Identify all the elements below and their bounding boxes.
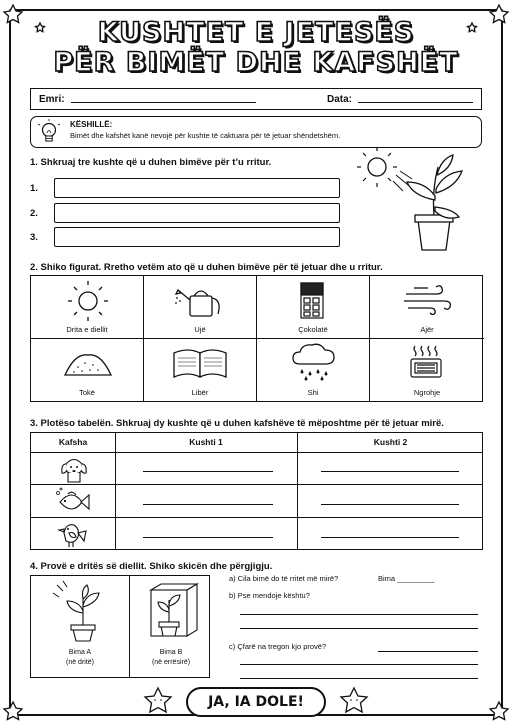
q4b-answer-line-2[interactable]	[240, 628, 478, 629]
q1-number-1: 1.	[30, 183, 38, 194]
sun-icon	[68, 281, 108, 321]
table-header-condition-2: Kushti 2	[373, 437, 408, 447]
tip-text: Bimët dhe kafshët kanë nevojë për kushte të caktuara për të jetuar shëndetshëm.	[70, 131, 341, 140]
experiment-sketch	[30, 575, 210, 678]
table-header-animal: Kafsha	[58, 437, 88, 447]
grid-label-heater: Ngrohje	[413, 388, 441, 397]
name-label: Emri:	[39, 94, 65, 105]
table-divider	[297, 433, 298, 549]
dog-condition-1[interactable]	[143, 471, 273, 472]
bird-condition-2[interactable]	[321, 537, 459, 538]
success-badge: JA, IA DOLE!	[186, 687, 326, 717]
grid-cell-rain[interactable]	[257, 339, 370, 401]
plant-in-light-icon	[53, 581, 113, 641]
grid-label-water: Ujë	[194, 325, 206, 334]
tip-box	[30, 116, 482, 148]
dog-icon	[59, 454, 89, 484]
bird-condition-1[interactable]	[143, 537, 273, 538]
fish-icon	[56, 489, 90, 515]
table-divider	[31, 452, 482, 453]
grid-label-air: Ajër	[420, 325, 434, 334]
question-1: 1. Shkruaj tre kushte që u duhen bimëve për t’u rritur.	[30, 157, 272, 168]
q4b-answer-line-1[interactable]	[240, 614, 478, 615]
grid-cell-soil[interactable]	[31, 339, 144, 401]
title-line-2: PËR BIMËT DHE KAFSHËT	[53, 47, 459, 78]
name-field[interactable]	[71, 102, 256, 103]
bird-icon	[57, 519, 89, 549]
question-3: 3. Plotëso tabelën. Shkruaj dy kushte që u duhen kafshëve të mëposhtme për të jetuar mirë.	[30, 418, 444, 429]
grid-cell-water[interactable]	[144, 276, 257, 339]
q4a-text: a) Cila bimë do të rritet më mirë?	[229, 574, 339, 583]
sun-plant-illustration	[360, 145, 480, 255]
title-line-1: KUSHTET E JETESËS	[97, 17, 415, 48]
q1-number-3: 3.	[30, 232, 38, 243]
q4b-text: b) Pse mendoje kështu?	[229, 591, 310, 600]
book-icon	[172, 347, 228, 381]
dog-condition-2[interactable]	[321, 471, 459, 472]
table-header-condition-1: Kushti 1	[189, 437, 223, 447]
grid-label-rain: Shi	[307, 388, 319, 397]
heater-icon	[407, 344, 447, 382]
fish-condition-2[interactable]	[321, 504, 459, 505]
lightbulb-icon	[39, 121, 59, 145]
chocolate-icon	[299, 281, 327, 321]
table-divider	[31, 517, 482, 518]
q4c-answer-line-1[interactable]	[240, 664, 478, 665]
grid-cell-heater[interactable]	[370, 339, 484, 401]
grid-label-chocolate: Çokolatë	[298, 325, 328, 334]
sketch-divider	[129, 576, 130, 677]
grid-cell-air[interactable]	[370, 276, 484, 339]
date-label: Data:	[327, 94, 353, 105]
q1-answer-2[interactable]	[54, 203, 340, 223]
q4a-answer[interactable]: Bima _________	[378, 574, 435, 583]
q4c-answer-inline[interactable]	[378, 651, 478, 652]
plant-a-note: (në dritë)	[65, 659, 94, 666]
grid-label-sunlight: Drita e diellit	[66, 325, 108, 334]
grid-cell-sunlight[interactable]	[31, 276, 144, 339]
animal-table	[30, 432, 483, 550]
soil-icon	[63, 351, 113, 381]
q4c-answer-line-2[interactable]	[240, 678, 478, 679]
table-divider	[31, 484, 482, 485]
rain-cloud-icon	[292, 344, 336, 382]
grid-label-soil: Tokë	[79, 388, 95, 397]
q1-answer-3[interactable]	[54, 227, 340, 247]
table-divider	[115, 433, 116, 549]
fish-condition-1[interactable]	[143, 504, 273, 505]
date-field[interactable]	[358, 102, 473, 103]
plant-b-name: Bima B	[159, 649, 183, 656]
question-2: 2. Shiko figurat. Rretho vetëm ato që u duhen bimëve për të jetuar dhe u rritur.	[30, 262, 383, 273]
name-date-row	[30, 88, 482, 110]
watering-can-icon	[176, 284, 226, 320]
plant-b-note: (në errësirë)	[151, 659, 191, 666]
question-4: 4. Provë e dritës së diellit. Shiko skicën dhe përgjigju.	[30, 561, 273, 572]
grid-cell-chocolate[interactable]	[257, 276, 370, 339]
tip-heading: KËSHILLË:	[70, 120, 113, 129]
grid-cell-book[interactable]	[144, 339, 257, 401]
q4c-text: c) Çfarë na tregon kjo provë?	[229, 642, 327, 651]
plant-a-name: Bima A	[68, 649, 92, 656]
wind-icon	[404, 284, 452, 318]
grid-label-book: Libër	[191, 388, 209, 397]
plant-in-box-icon	[147, 582, 201, 646]
q1-number-2: 2.	[30, 208, 38, 219]
picture-grid	[30, 275, 483, 402]
q1-answer-1[interactable]	[54, 178, 340, 198]
